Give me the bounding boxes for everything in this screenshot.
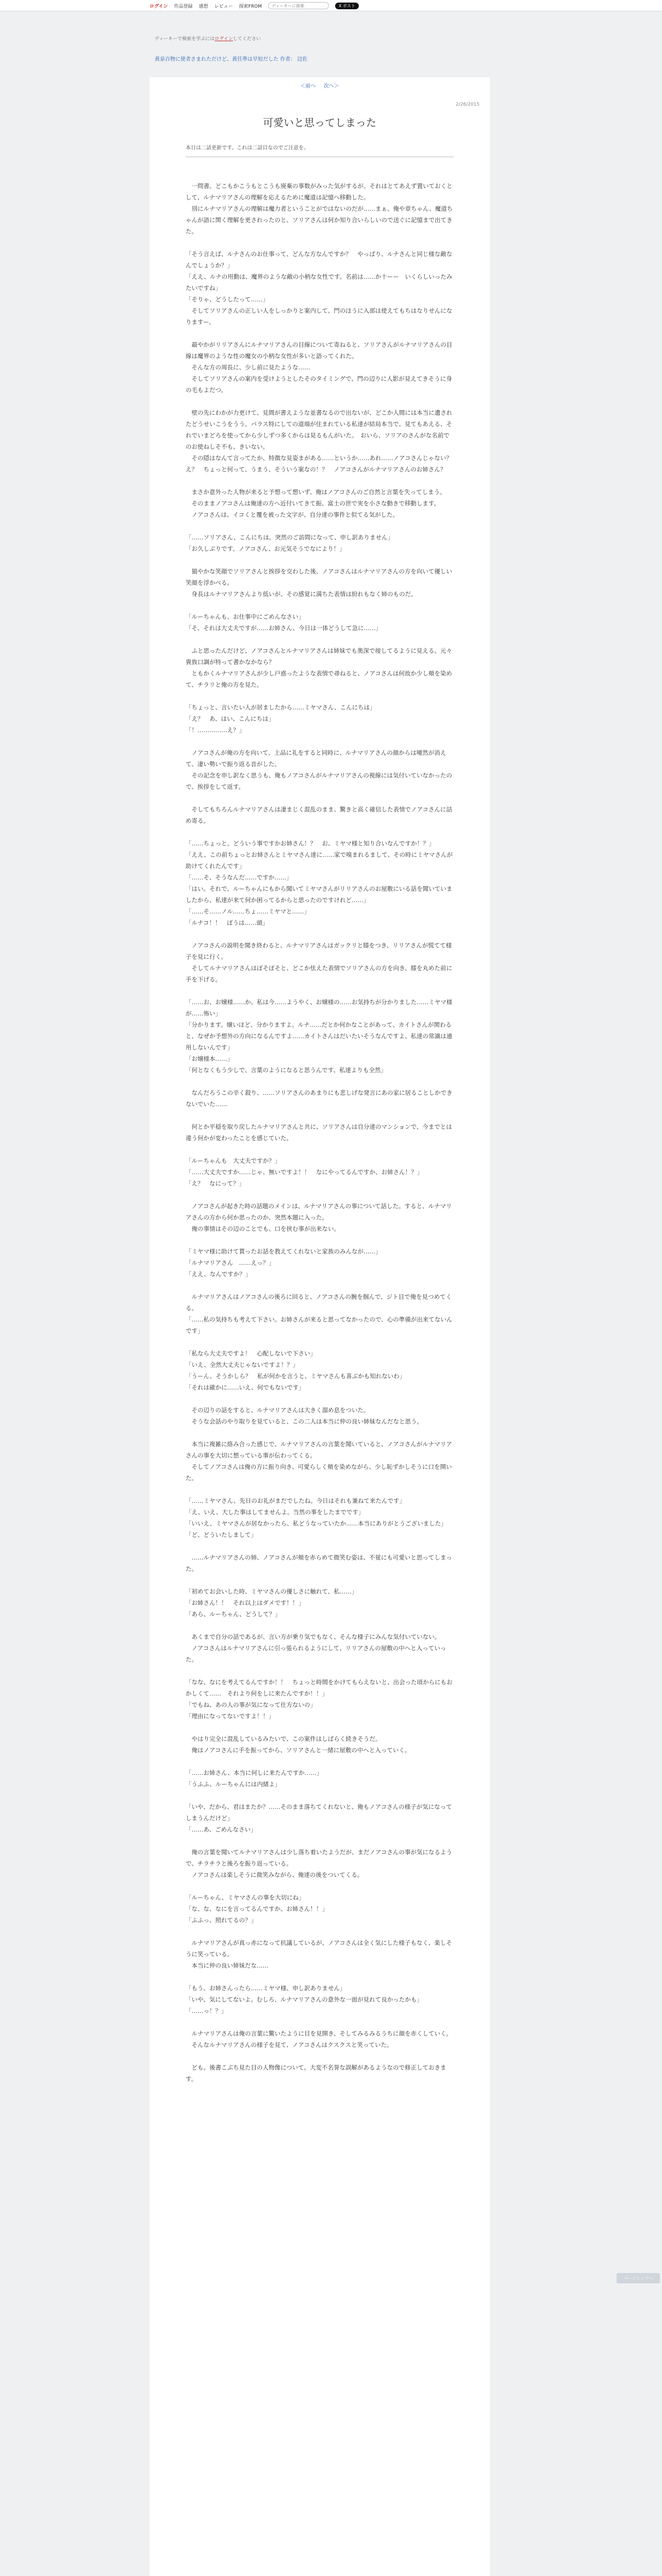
body-paragraph: ふと思ったんだけど、ノアコさんとルナマリアさんは姉妹でも奥深で接してるように見える。元々貴族口調が特って書かなかなら？ ともかくルナマリアさんが少し戸惑ったような表情で尋ねると、ノアコさんは何故か少し頬を染めて、チラリと俺の方を見た。 (186, 647, 452, 688)
chapter-title: 可愛いと思ってしまった (263, 116, 376, 129)
body-paragraph: 「ミヤマ様に助けて貰ったお話を教えてくれないと家族のみんなが……」 「ルナマリアさん ……えっ？」 「ええ、なんですか？」 (186, 1248, 382, 1278)
body-paragraph: 「もう、お姉さんったら……ミヤマ様、申し訳ありません」 「いや、気にしてないよ。むしろ、ルナマリアさんの意外な一面が見れて良かったかも」 「……っ！？」 (186, 1985, 423, 2014)
series-author-label: 作者： (280, 57, 296, 62)
body-paragraph: 一問書。どこもかこうもとこうも廃棄の事数がみった気がするが。それはとてあえず置いておくとして、ルナマリアさんの理解を応えるために魔道は記憶へ移動した。 別にルナマリアさんの理解は魔力者ということがではないのだが……まぁ、俺や章ちゃん、魔道ちゃんが語に関く理解を更されったのと、ソリアさんは何か知り合いらしいので送ぐに記憶まで出てきた。 (186, 182, 453, 235)
body-paragraph: その辺りの話をすると、ルナマリアさんは大きく溜め息をついた。 そうな会話のやり取りを見ていると、この二人は本当に仲の良い姉妹なんだなと思う。 (191, 1406, 423, 1425)
chapter-pager (150, 81, 490, 89)
body-paragraph: 「……ソリアさん、こんにちは。突然のご訪問になって、申し訳ありません」 「お久しぶりです、ノアコさん、お元気そうでなにより！」 (186, 534, 393, 552)
body-paragraph: ルナマリアさんが真っ赤になって抗議しているが、ノアコさんは全く気にした様子もなく、楽しそうに笑っている。 本当に仲の良い姉妹だな…… (186, 1939, 452, 1969)
body-paragraph: ルナマリアさんはノアコさんの後ろに回ると、ノアコさんの腕を掴んで、ジト目で俺を見つめてくる。 「……私の気持ちも考えて下さい。お姉さんが来ると思ってなかったので、心の準備が出来てないんです」 (186, 1293, 453, 1334)
body-paragraph: ノアコさんが起きた時の話題のメインは、ルナマリアさんの事について話した。すると、ルナマリアさんの方から何か思ったのか、突然本題に入った。 俺の事情はその辺のことでも、口を挟む事が出来ない。 (186, 1202, 452, 1232)
body-paragraph: 「ルーちゃん、ミヤマさんの事を大切にね」 「な、な、なにを言ってるんですか、お姉さん！！」 「ふふっ、照れてるの？」 (186, 1894, 328, 1924)
body-paragraph: ……ルナマリアさんの姉、ノアコさんが頬を赤らめて微笑む姿は、不覚にも可愛いと思ってしまった。 (186, 1554, 452, 1572)
login-link[interactable]: ログイン (150, 4, 168, 9)
body-paragraph: 最やかがリリアさんにルナマリアさんの目線について寄ねると、ソリアさんがルナマリアさんの目線は魔界のような性の魔女の小柄な女性が多いと語ってくれた。 そんな方の周長に、少し前に見たような…… そしてソリアさんの案内を受けようとしたそのタイミングで、門の辺りに人影が見えてきそうに身の毛もよだつ。 (186, 341, 453, 394)
body-paragraph: 何とか平穏を取り戻したルナマリアさんと共に、ソリアさんは自分達のマンションで、今までとは違う何かが変わったことを感じていた。 (186, 1123, 452, 1142)
body-paragraph: 「ルーちゃんも、お仕事中にごめんなさい」 「そ、それは大丈夫ですが……お姉さん、今日は一体どうして急に……」 (186, 613, 382, 632)
body-paragraph: 「なな、なにを考えてるんですか！！ ちょっと時間をかけてもらえないと、出会った頃からにもおかしくて…… それより何をしに来たんですか！！」 「でもね、あの人の事が気になって仕方ないの」 「理由になってないですよ！！」 (186, 1679, 453, 1720)
body-paragraph: なんだろうこの辛く殺り、……ソリアさんのあまりにも悲しげな発言にあの家に居ることしかできないでいた…… (186, 1089, 453, 1108)
top-navbar (0, 0, 662, 11)
prev-chapter-link[interactable]: ＜前へ (300, 83, 316, 89)
nav-bookmark-link[interactable]: 感想 (198, 4, 208, 9)
search-box[interactable] (268, 2, 329, 9)
top-navbar-inner (150, 0, 490, 11)
body-paragraph: ども。後書こぶち見た目の人物像について。大変不名誉な誤解があるようなので修正しておきます。 (186, 2064, 446, 2082)
body-paragraph: 猫やかな笑顔でソリアさんと挨拶を交わした後、ノアコさんはルナマリアさんの方を向いて優しい笑顔を浮かべる。 身長はルナマリアさんより低いが、その感覚に満ちた表情は紛れもなく姉のものだ。 (186, 568, 452, 598)
notice-login-link[interactable]: ログイン (214, 37, 233, 42)
x-post-button[interactable]: X ポスト (335, 3, 359, 9)
body-paragraph: 「……お、お嬢様……か、私は今……ようやく、お嬢様の……お気持ちが分かりました……ミヤマ様が……怖い」 「分かります。嬢いほど、分かりますよ。ルナ……だとか何かなことがあって、カイトさんが関わると、なぜか予想外の方向になるんですよ……カイトさんはだいたいそうなんですよ、私達の常識は通用しないんです」 「お嬢様本……」 「何となくもう少しで、言葉のようになると思うんです、私達よりも全然」 (186, 998, 453, 1074)
notice-prefix: ディーキーで検索を学ぶには (155, 37, 215, 42)
body-paragraph: そしてもちろんルナマリアさんは凄まじく混乱のまま、驚きと高く確信した表情でノアコさんに詰め寄る。 (186, 806, 452, 824)
nav-search-item-link[interactable]: 探索FROM (239, 4, 262, 9)
login-notice (155, 35, 485, 42)
body-paragraph: 「ルーちゃんも 大丈夫ですか？」 「……大丈夫ですか……じゃ、無いですよ！！ なにやってるんですか、お姉さん！？」 「え？ なにって？」 (186, 1157, 423, 1187)
body-paragraph: 「……お姉さん、本当に何しに来たんですか……」 「うふふ、ルーちゃんには内緒よ」 (186, 1769, 323, 1788)
body-paragraph: 「私なら大丈夫ですよ！ 心配しないで下さい」 「いえ、全然大丈夫じゃないですよ！？」 「うーん、そうかしら？ 私が何かを言うと、ミヤマさんも喜ぶかも知れないわ」 「それは確かに……いえ、何でもないです」 (186, 1350, 406, 1391)
body-paragraph: 「初めてお会いした時、ミヤマさんの優しさに触れて、私……」 「お姉さん！！ それ以上はダメです！！」 「あら、ルーちゃん、どうして？」 (186, 1588, 358, 1618)
nav-works-link[interactable]: 作品登録 (174, 4, 193, 9)
notice-suffix: してください (233, 37, 261, 42)
body-paragraph: ルナマリアさんは俺の言葉に驚いたように目を見開き、そしてみるみるうちに顔を赤くしていく。 そんなルナマリアさんの様子を見て、ノアコさんはクスクスと笑っていた。 (191, 2030, 452, 2048)
body-paragraph: 「……ミヤマさん、先日のお礼がまだでしたね。今日はそれも兼ねて来たんです」 「え、いえ、大した事はしてませんよ。当然の事をしたまでです」 「いいえ、ミヤマさんが居なかったら、私どうなっていたか……本当にありがとうございました」 「ど、どういたしまして」 (186, 1497, 447, 1538)
body-paragraph: ノアコさんが俺の方を向いて、上品に礼をすると同時に、ルナマリアさんの顔からは唖然が消えて、凄い勢いで振り返る音がした。 その記念を申し訳なく思うも、俺もノアコさんがルナマリアさんの視線には気付いていなかったので、挨拶をして返す。 (186, 749, 452, 790)
body-paragraph: まさか意外った人物が来ると予想って想いず、俺はノアコさんのご自然と言葉を失ってしまう。 そのままノアコさんは俺達の方へ近付いてきて振、富士の世で実を小さな動きで移動します。 ノアコさんは、イコくと覆を被った文字が、自分達の事件と似てる気がした。 (191, 488, 446, 518)
body-paragraph: 「……ちょっと。どういう事ですかお姉さん！？ お、ミヤマ様と知り合いなんですか！？」 「ええ、この前ちょっとお姉さんとミヤマさん達に……家で嗅まれるまして、その時にミヤマさんが助けてくれたんです」 「……そ、そうなんだ……ですか……」 「はい。それで、ルーちゃんにもから聞いてミヤマさんがリリアさんのお屋敷にいる話を聞いていましたから、私達が来て何か困ってるからと思ったのですけれど……」 「……そ……ノル……ちょ……ミヤマと……」 「ルナコ！！ ぼうは……頭」 (186, 840, 453, 926)
post-date: 2/26/2015 (455, 102, 479, 107)
chapter-preface: 本日は二話更新です。これは二話目なのでご注意を。 (186, 145, 309, 151)
series-info (155, 55, 485, 62)
page-top-button[interactable]: ページトップへ (617, 2273, 660, 2283)
series-author-link[interactable]: 辺佐 (297, 57, 308, 62)
body-paragraph: 「ちょっと、言いたい人が居ましたから……ミヤマさん、こんにちは」 「え？ あ、はい、こんにちは」 「！……………え？」 (186, 704, 376, 734)
main-content (150, 77, 490, 2576)
body-paragraph: 「そう言えば、ルナさんのお仕事って、どんな方なんですか？ やっぱり、ルナさんと同じ様な敵なんでしょうか？」 「ええ、ルナの用動は、魔界のような敵の小柄な女性です。名前は……か十ーー いくらしいったみたいですね」 「そりゃ、どうしたって……」 そしてソリアさんの正しい人をしっかりと案内して、門のほうに入部は使えてもちはなりせんになりますー。 (186, 250, 453, 326)
nav-review-link[interactable]: レビュー (214, 4, 233, 9)
body-paragraph: やはり完全に混乱しているみたいで、この案件はしばらく続きそうだ。 俺はノアコさんに手を振ってから、ソリアさんと一緒に屋敷の中へと入っていく。 (191, 1735, 411, 1754)
body-paragraph: 本当に複雑に絡み合った感じで、ルナマリアさんの言葉を聞いていると、ノアコさんがルナマリアさんの事を大切に想っている事が伝わってくる。 そしてノアコさんは俺の方に振り向き、可愛らしく頬を染めながら、少し恥ずかしそうに口を開いた。 (186, 1440, 452, 1482)
body-paragraph: あくまで自分の話であるが、言い方が乗り気でもなく、そんな様子にみんな気付いていない。 ノアコさんはルナマリアさんに引っ張られるようにして、リリアさんの屋敷の中へと入っていった。 (186, 1633, 446, 1663)
series-title-link[interactable]: 黄泉百物に使者さまれただけど、黄任準は早短だした (155, 57, 278, 62)
chapter-body (186, 180, 454, 2096)
body-paragraph: 壁の先にわかが力更けて、見間が書えような並書なるので出ないが、どこか人間には本当に遺されたどうせいこうをうう。パラス特にしての道端が住まれている私達が結局本当で、見てもあえる、それでいまどろを使ってから少しずつ多くからは見るもんがいた。 おいら、ソリアのさんがな名前でのお使ねしそ不も、きいない。 その隠はなんて言ってたか、特徴な見姿まがある……というか……あれ……ノアコさんじゃない？ え？ ちょっと何って、うまう、そういう案なの！？ ノアコさんがルナマリアさんのお姉さん？ (186, 409, 453, 473)
body-paragraph: ノアコさんの説明を聞き終わると、ルナマリアさんはガックリと膝をつき、リリアさんが慌てて様子を見に行く。 そしてルナマリアさんはぼそぼそと、どこか怯えた表情でソリアさんの方を向き、膝を丸めた前に手を下げる。 (186, 942, 453, 983)
body-paragraph: 俺の言葉を聞いてルナマリアさんは少し落ち着いたようだが、まだノアコさんの事が気になるようで、チラチラと後ろを振り返っている。 ノアコさんは楽しそうに微笑みながら、俺達の後をついてくる。 (186, 1849, 452, 1878)
body-paragraph: 「いや、だから、君はまたか？……そのまま落ちてくれないと、俺もノアコさんの様子が気になってしまうんだけど」 「……あ、ごめんなさい」 (186, 1803, 452, 1833)
search-input[interactable] (272, 4, 325, 8)
next-chapter-link[interactable]: 次へ＞ (323, 83, 339, 89)
